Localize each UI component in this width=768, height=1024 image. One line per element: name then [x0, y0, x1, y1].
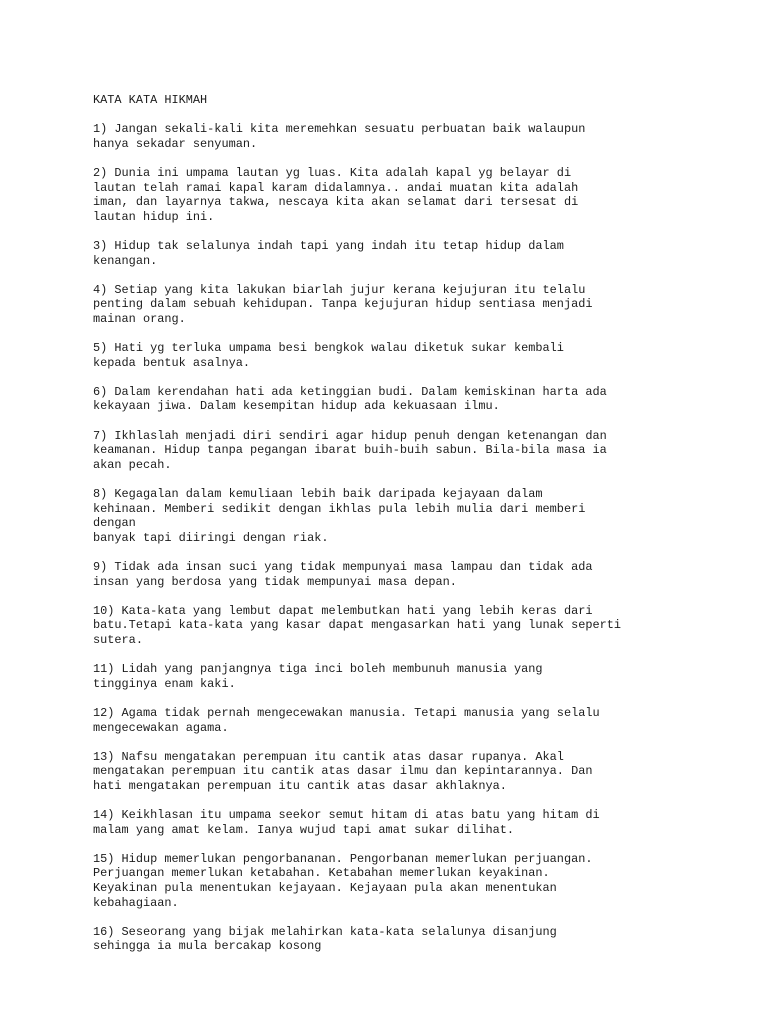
quote-paragraph [93, 560, 733, 589]
text-line: 14) Keikhlasan itu umpama seekor semut hitam di atas batu yang hitam di [93, 808, 600, 823]
text-line: dengan [93, 516, 136, 531]
text-line: malam yang amat kelam. Ianya wujud tapi amat sukar dilihat. [93, 822, 514, 837]
quote-paragraph [93, 925, 733, 954]
text-line: tingginya enam kaki. [93, 676, 236, 691]
text-line: 7) Ikhlaslah menjadi diri sendiri agar hidup penuh dengan ketenangan dan [93, 428, 607, 443]
text-line: 11) Lidah yang panjangnya tiga inci boleh membunuh manusia yang [93, 662, 543, 677]
quote-paragraph [93, 385, 733, 414]
text-line: 13) Nafsu mengatakan perempuan itu cantik atas dasar rupanya. Akal [93, 749, 564, 764]
text-line: keamanan. Hidup tanpa pegangan ibarat buih-buih sabun. Bila-bila masa ia [93, 443, 607, 458]
quote-paragraph [93, 852, 733, 910]
text-line: penting dalam sebuah kehidupan. Tanpa kejujuran hidup sentiasa menjadi [93, 297, 593, 312]
text-line: akan pecah. [93, 457, 172, 472]
quote-paragraph [93, 750, 733, 794]
text-line: mengecewakan agama. [93, 720, 229, 735]
text-line: Keyakinan pula menentukan kejayaan. Kejayaan pula akan menentukan [93, 881, 557, 896]
quote-paragraph [93, 122, 733, 151]
text-line: insan yang berdosa yang tidak mempunyai masa depan. [93, 574, 457, 589]
text-line: mainan orang. [93, 311, 186, 326]
text-line: 2) Dunia ini umpama lautan yg luas. Kita adalah kapal yg belayar di [93, 165, 572, 180]
quote-paragraph [93, 429, 733, 473]
text-line: 12) Agama tidak pernah mengecewakan manusia. Tetapi manusia yang selalu [93, 705, 600, 720]
text-line: 3) Hidup tak selalunya indah tapi yang indah itu tetap hidup dalam [93, 238, 564, 253]
text-line: kenangan. [93, 253, 158, 268]
text-line: iman, dan layarnya takwa, nescaya kita akan selamat dari tersesat di [93, 195, 579, 210]
quote-paragraph [93, 662, 733, 691]
text-line: hanya sekadar senyuman. [93, 136, 258, 151]
text-line: sutera. [93, 632, 143, 647]
quote-paragraph [93, 808, 733, 837]
quote-paragraph [93, 487, 733, 545]
document-page [93, 93, 733, 969]
quote-paragraph [93, 341, 733, 370]
text-line: kepada bentuk asalnya. [93, 355, 250, 370]
text-line: lautan hidup ini. [93, 209, 215, 224]
text-line: 9) Tidak ada insan suci yang tidak mempunyai masa lampau dan tidak ada [93, 560, 593, 574]
text-line: 4) Setiap yang kita lakukan biarlah jujur kerana kejujuran itu telalu [93, 282, 586, 297]
text-line: lautan telah ramai kapal karam didalamnya.. andai muatan kita adalah [93, 180, 579, 195]
quote-paragraph [93, 283, 733, 327]
quote-paragraph [93, 166, 733, 224]
text-line: 15) Hidup memerlukan pengorbananan. Pengorbanan memerlukan perjuangan. [93, 851, 593, 866]
text-line: 10) Kata-kata yang lembut dapat melembutkan hati yang lebih keras dari [93, 603, 593, 618]
text-line: 6) Dalam kerendahan hati ada ketinggian budi. Dalam kemiskinan harta ada [93, 384, 607, 399]
quote-paragraph [93, 604, 733, 648]
text-line: kekayaan jiwa. Dalam kesempitan hidup ada kekuasaan ilmu. [93, 399, 500, 414]
text-line: banyak tapi diiringi dengan riak. [93, 530, 329, 545]
quote-paragraph [93, 706, 733, 735]
text-line: 1) Jangan sekali-kali kita meremehkan sesuatu perbuatan baik walaupun [93, 122, 586, 137]
text-line: 5) Hati yg terluka umpama besi bengkok walau diketuk sukar kembali [93, 341, 564, 356]
text-line: hati mengatakan perempuan itu cantik atas dasar akhlaknya. [93, 778, 507, 793]
text-line: mengatakan perempuan itu cantik atas dasar ilmu dan kepintarannya. Dan [93, 764, 593, 779]
document-title: KATA KATA HIKMAH [93, 93, 208, 107]
text-line: Perjuangan memerlukan ketabahan. Ketabahan memerlukan keyakinan. [93, 866, 550, 881]
text-line: sehingga ia mula bercakap kosong [93, 939, 322, 954]
text-line: kebahagiaan. [93, 895, 179, 910]
quote-paragraph [93, 239, 733, 268]
document-body [93, 122, 733, 954]
text-line: kehinaan. Memberi sedikit dengan ikhlas pula lebih mulia dari memberi [93, 501, 586, 516]
text-line: batu.Tetapi kata-kata yang kasar dapat mengasarkan hati yang lunak seperti [93, 618, 622, 633]
text-line: 16) Seseorang yang bijak melahirkan kata-kata selalunya disanjung [93, 924, 557, 939]
text-line: 8) Kegagalan dalam kemuliaan lebih baik daripada kejayaan dalam [93, 487, 543, 502]
